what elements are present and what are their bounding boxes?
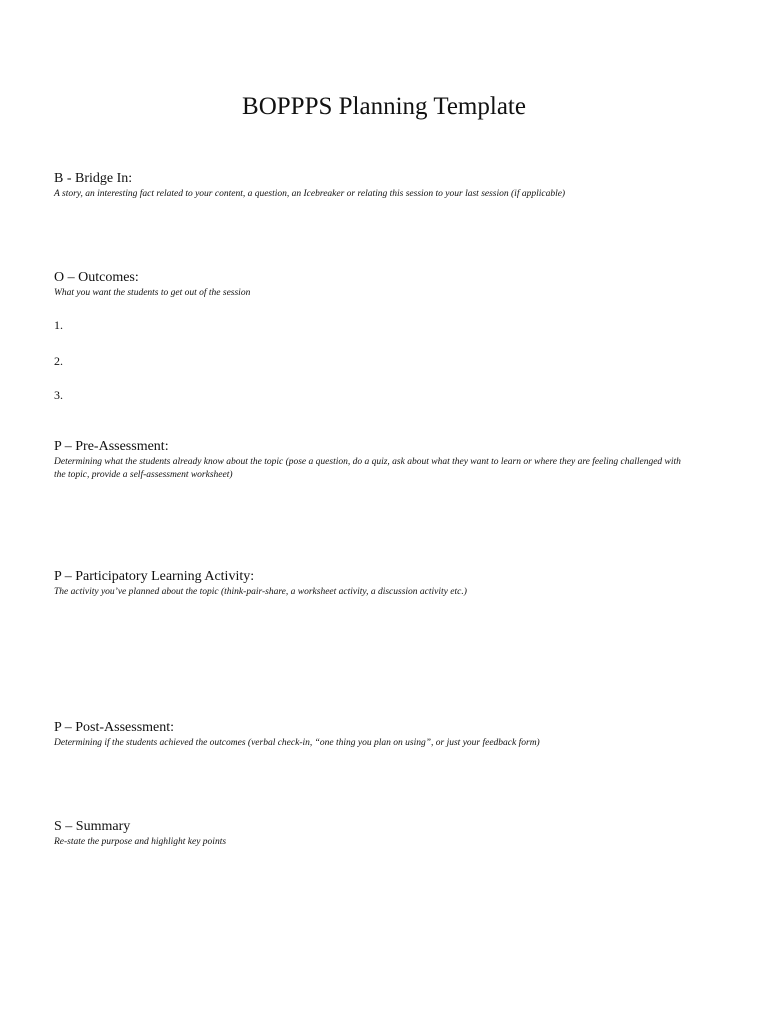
outcome-item: 3. — [54, 388, 63, 402]
section-outcomes — [54, 269, 694, 300]
section-description: Determining what the students already know about the topic (pose a question, do a quiz, ask about what they want to learn or where they are feeling challenged with the topic, provide a self-assessment worksheet) — [54, 457, 681, 480]
section-heading: P – Pre-Assessment: — [54, 439, 169, 454]
section-description: Determining if the students achieved the outcomes (verbal check-in, “one thing you plan on using”, or just your feedback form) — [54, 738, 540, 748]
section-heading: O – Outcomes: — [54, 270, 139, 285]
section-heading: B - Bridge In: — [54, 171, 133, 186]
section-heading: S – Summary — [54, 819, 131, 834]
section-description: The activity you’ve planned about the topic (think-pair-share, a worksheet activity, a discussion activity etc.) — [54, 587, 467, 597]
page-title: BOPPPS Planning Template — [242, 93, 526, 120]
section-heading: P – Post-Assessment: — [54, 720, 175, 735]
section-participatory-learning — [54, 568, 694, 599]
section-post-assessment — [54, 719, 694, 750]
section-bridge-in — [54, 170, 694, 201]
section-summary — [54, 818, 694, 849]
section-pre-assessment — [54, 438, 694, 482]
outcome-item: 2. — [54, 354, 63, 368]
section-heading: P – Participatory Learning Activity: — [54, 569, 255, 584]
outcome-item: 1. — [54, 318, 63, 332]
section-description: Re-state the purpose and highlight key points — [54, 837, 227, 847]
section-description: A story, an interesting fact related to your content, a question, an Icebreaker or relating this session to your last session (if applicable) — [54, 189, 566, 199]
section-description: What you want the students to get out of the session — [54, 288, 251, 298]
